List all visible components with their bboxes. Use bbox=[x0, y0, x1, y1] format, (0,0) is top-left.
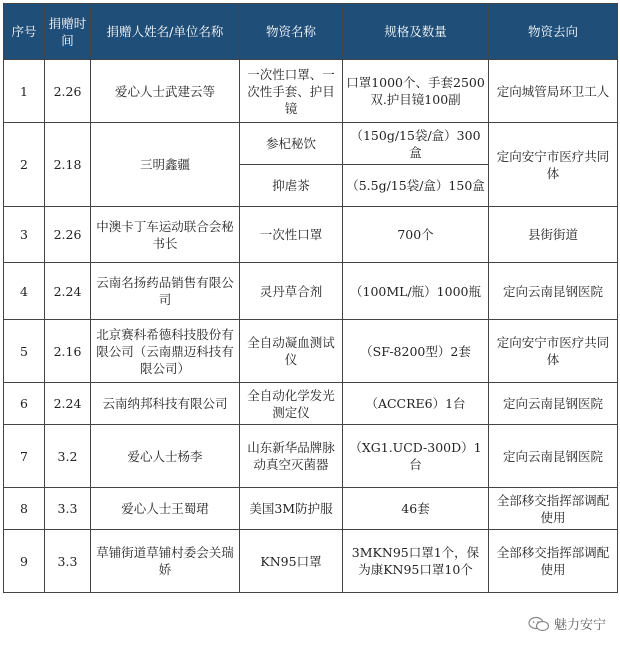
table-row bbox=[4, 488, 618, 530]
cell-donor: 北京赛科希德科技股份有限公司（云南鼎迈科技有限公司） bbox=[91, 320, 240, 383]
cell-no: 4 bbox=[4, 263, 45, 320]
cell-item: 参杞秘饮 bbox=[240, 123, 343, 165]
cell-dest: 定向安宁市医疗共同体 bbox=[489, 320, 618, 383]
cell-no: 3 bbox=[4, 207, 45, 263]
cell-item: 一次性口罩、一次性手套、护目镜 bbox=[240, 60, 343, 123]
cell-date: 2.24 bbox=[45, 383, 91, 425]
cell-dest: 县街街道 bbox=[489, 207, 618, 263]
cell-donor: 爱心人士武建云等 bbox=[91, 60, 240, 123]
cell-spec: 口罩1000个、手套2500双.护目镜100副 bbox=[343, 60, 489, 123]
cell-donor: 爱心人士杨李 bbox=[91, 425, 240, 488]
cell-spec: 46套 bbox=[343, 488, 489, 530]
cell-date: 3.2 bbox=[45, 425, 91, 488]
table-row bbox=[4, 530, 618, 593]
cell-date: 3.3 bbox=[45, 530, 91, 593]
header-item: 物资名称 bbox=[240, 4, 343, 60]
cell-no: 8 bbox=[4, 488, 45, 530]
cell-no: 6 bbox=[4, 383, 45, 425]
cell-date: 2.26 bbox=[45, 60, 91, 123]
cell-dest: 全部移交指挥部调配使用 bbox=[489, 488, 618, 530]
cell-donor: 爱心人士王蜀珺 bbox=[91, 488, 240, 530]
cell-spec: （5.5g/15袋/盒）150盒 bbox=[343, 165, 489, 207]
header-donor: 捐赠人姓名/单位名称 bbox=[91, 4, 240, 60]
table-row bbox=[4, 60, 618, 123]
header-dest: 物资去向 bbox=[489, 4, 618, 60]
cell-donor: 中澳卡丁车运动联合会秘书长 bbox=[91, 207, 240, 263]
donation-table bbox=[3, 3, 618, 593]
header-row bbox=[4, 4, 618, 60]
cell-dest: 定向云南昆钢医院 bbox=[489, 263, 618, 320]
cell-dest: 定向云南昆钢医院 bbox=[489, 425, 618, 488]
cell-date: 2.16 bbox=[45, 320, 91, 383]
header-date: 捐赠时间 bbox=[45, 4, 91, 60]
cell-no: 1 bbox=[4, 60, 45, 123]
header-spec: 规格及数量 bbox=[343, 4, 489, 60]
cell-spec: （150g/15袋/盒）300盒 bbox=[343, 123, 489, 165]
header-no: 序号 bbox=[4, 4, 45, 60]
cell-dest: 全部移交指挥部调配使用 bbox=[489, 530, 618, 593]
cell-date: 2.26 bbox=[45, 207, 91, 263]
cell-donor: 云南纳邦科技有限公司 bbox=[91, 383, 240, 425]
table-row bbox=[4, 123, 618, 165]
cell-item: KN95口罩 bbox=[240, 530, 343, 593]
cell-spec: 3MKN95口罩1个，保为康KN95口罩10个 bbox=[343, 530, 489, 593]
cell-dest: 定向云南昆钢医院 bbox=[489, 383, 618, 425]
cell-spec: （100ML/瓶）1000瓶 bbox=[343, 263, 489, 320]
table-row bbox=[4, 207, 618, 263]
table-row bbox=[4, 263, 618, 320]
cell-item: 全自动凝血测试仪 bbox=[240, 320, 343, 383]
cell-spec: （SF-8200型）2套 bbox=[343, 320, 489, 383]
wechat-watermark bbox=[528, 614, 606, 633]
cell-item: 山东新华品牌脉动真空灭菌器 bbox=[240, 425, 343, 488]
table-row bbox=[4, 425, 618, 488]
cell-no: 5 bbox=[4, 320, 45, 383]
cell-item: 抑虐茶 bbox=[240, 165, 343, 207]
cell-donor: 云南名扬药品销售有限公司 bbox=[91, 263, 240, 320]
cell-date: 3.3 bbox=[45, 488, 91, 530]
cell-dest: 定向城管局环卫工人 bbox=[489, 60, 618, 123]
cell-item: 全自动化学发光测定仪 bbox=[240, 383, 343, 425]
cell-item: 一次性口罩 bbox=[240, 207, 343, 263]
cell-item: 美国3M防护服 bbox=[240, 488, 343, 530]
cell-item: 灵丹草合剂 bbox=[240, 263, 343, 320]
cell-no: 2 bbox=[4, 123, 45, 207]
cell-no: 9 bbox=[4, 530, 45, 593]
cell-date: 2.18 bbox=[45, 123, 91, 207]
cell-no: 7 bbox=[4, 425, 45, 488]
wechat-icon bbox=[528, 616, 550, 632]
table-row bbox=[4, 320, 618, 383]
table-row bbox=[4, 383, 618, 425]
cell-donor: 三明鑫疆 bbox=[91, 123, 240, 207]
watermark-text: 魅力安宁 bbox=[553, 618, 606, 633]
cell-spec: 700个 bbox=[343, 207, 489, 263]
cell-dest: 定向安宁市医疗共同体 bbox=[489, 123, 618, 207]
cell-spec: （XG1.UCD-300D）1台 bbox=[343, 425, 489, 488]
cell-spec: （ACCRE6）1台 bbox=[343, 383, 489, 425]
cell-date: 2.24 bbox=[45, 263, 91, 320]
cell-donor: 草铺街道草铺村委会关瑞娇 bbox=[91, 530, 240, 593]
